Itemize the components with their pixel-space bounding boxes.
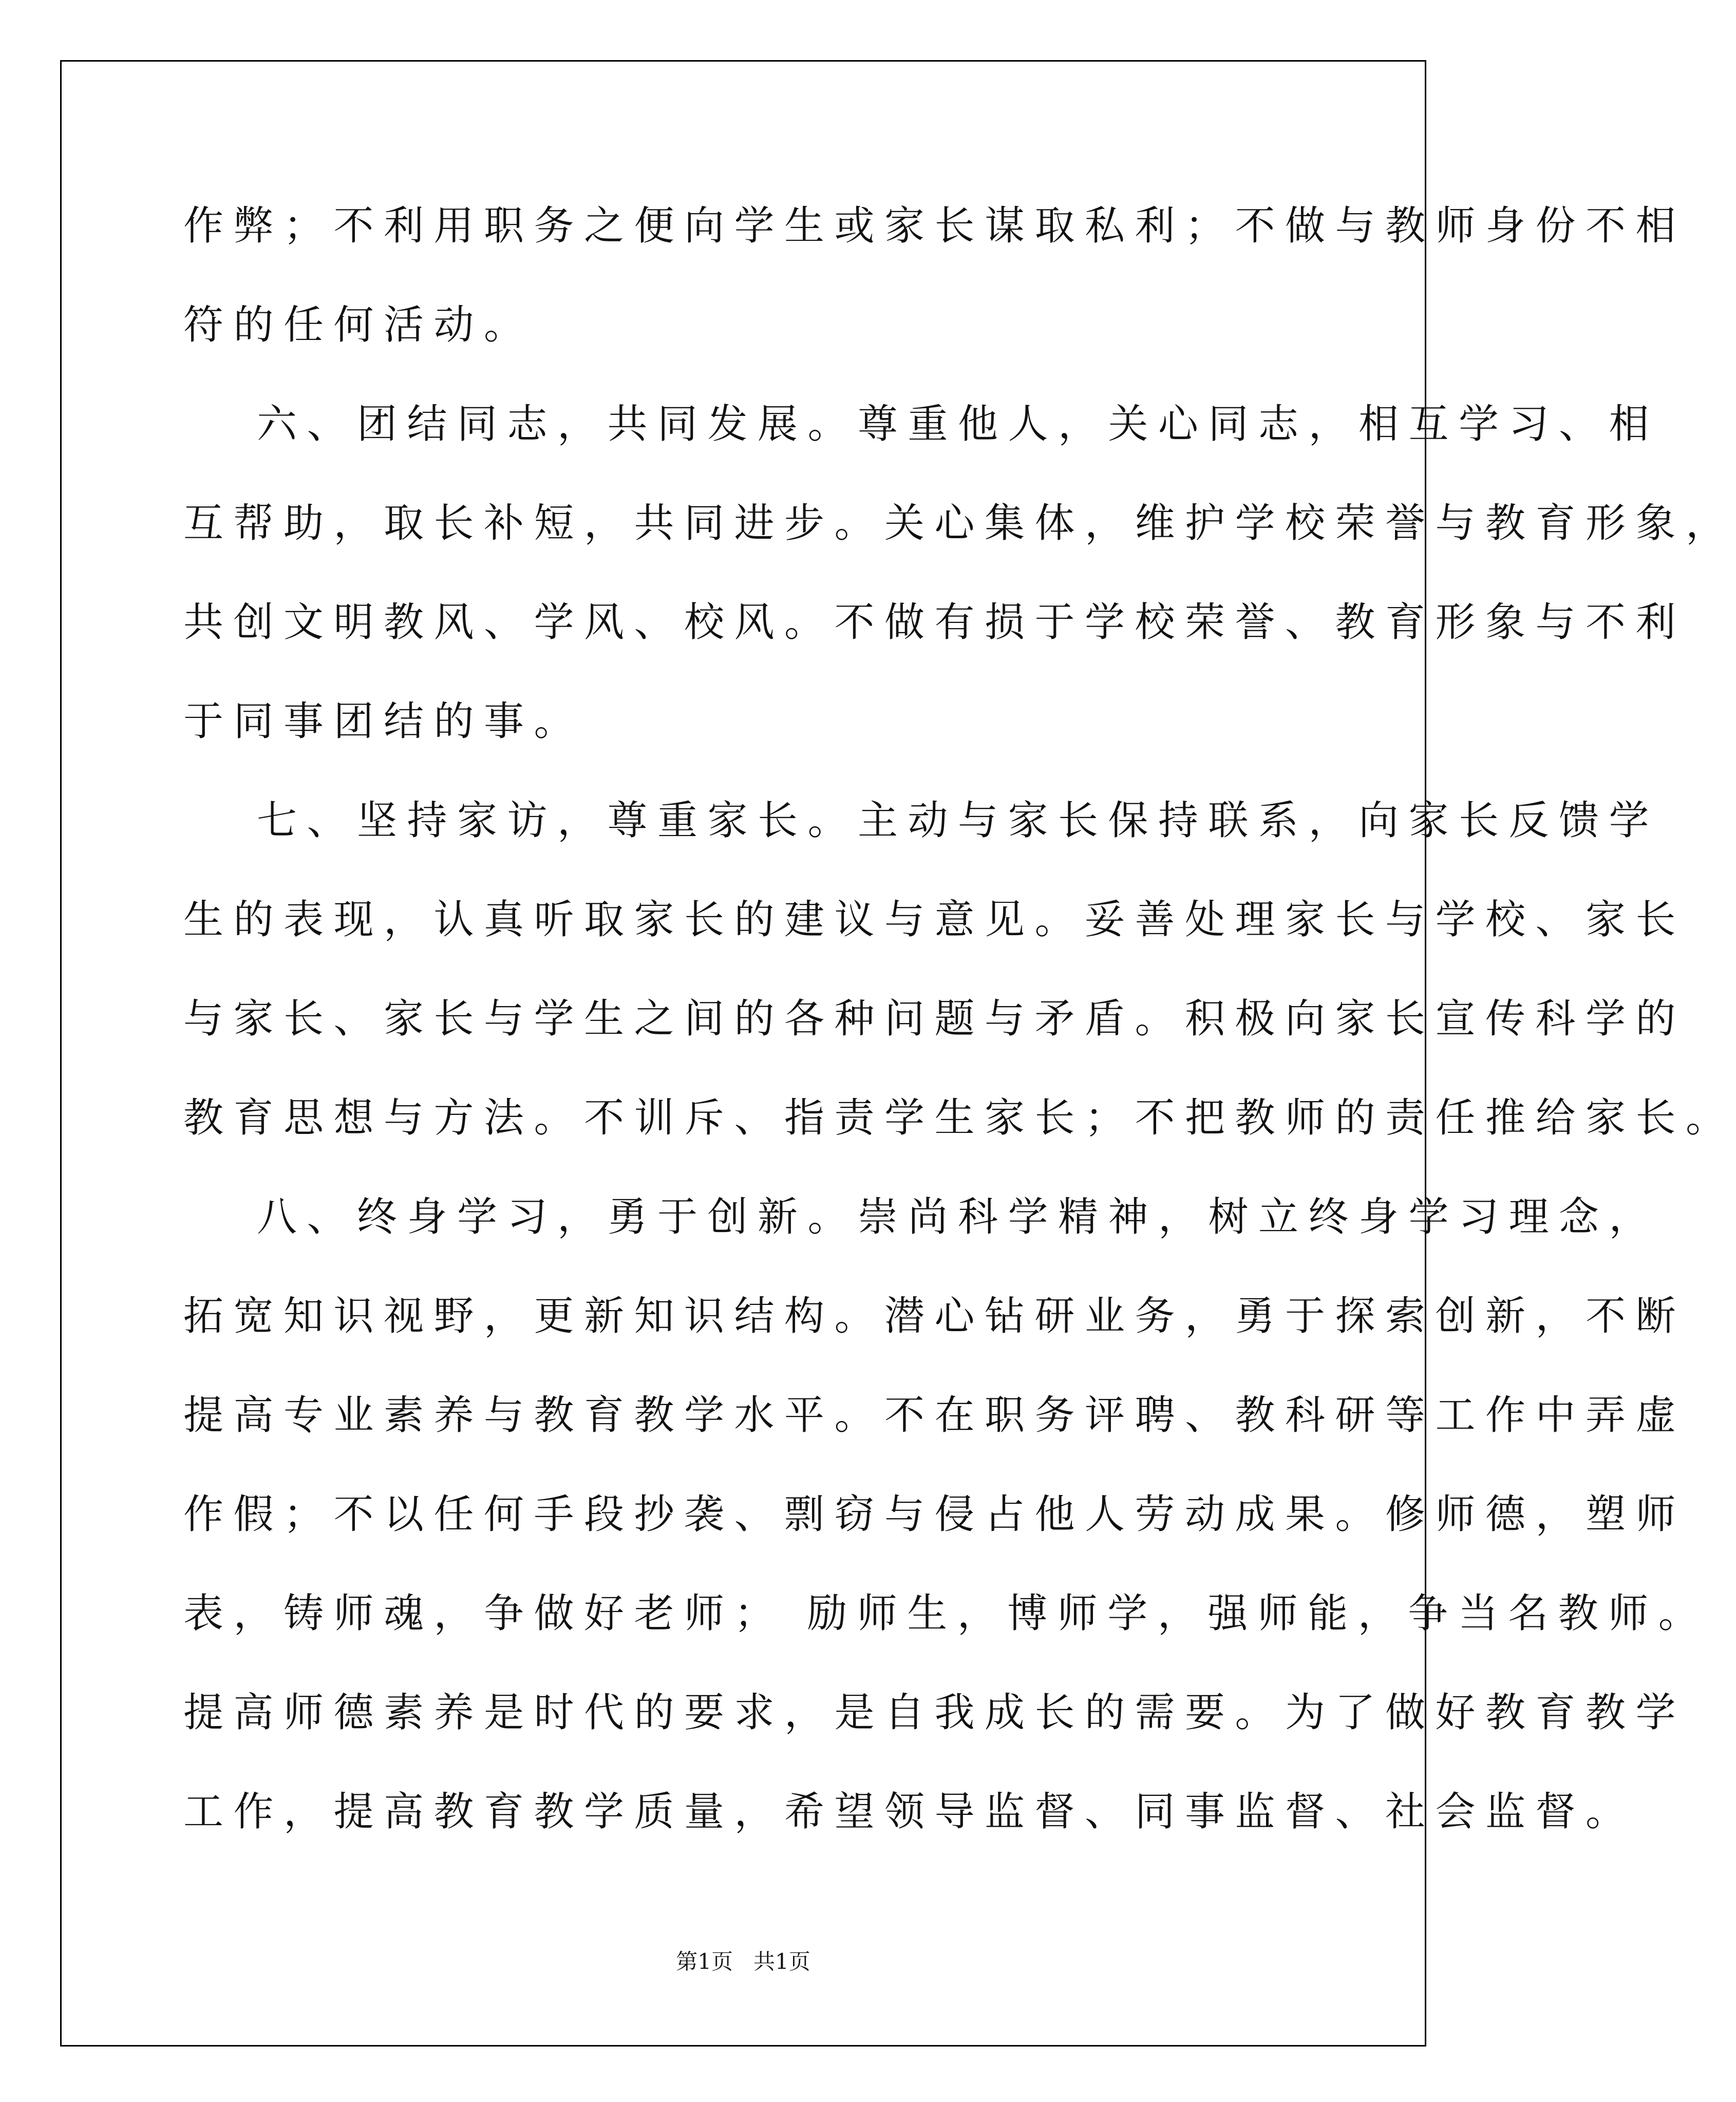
text-line-10: 教育思想与方法。不训斥、指责学生家长；不把教师的责任推给家长。 <box>183 1095 1736 1141</box>
text-line-15: 表，铸师魂，争做好老师； 励师生，博师学，强师能，争当名教师。 <box>183 1590 1709 1637</box>
text-line-1: 作弊；不利用职务之便向学生或家长谋取私利；不做与教师身份不相 <box>183 203 1686 249</box>
text-line-16: 提高师德素养是时代的要求，是自我成长的需要。为了做好教育教学 <box>183 1690 1686 1736</box>
paragraph-six-start: 六、团结同志，共同发展。尊重他人，关心同志，相互学习、相 <box>257 401 1659 447</box>
text-line-5: 共创文明教风、学风、校风。不做有损于学校荣誉、教育形象与不利 <box>183 599 1686 646</box>
text-line-13: 提高专业素养与教育教学水平。不在职务评聘、教科研等工作中弄虚 <box>183 1392 1686 1438</box>
paragraph-eight-start: 八、终身学习，勇于创新。崇尚科学精神，树立终身学习理念， <box>257 1194 1659 1240</box>
text-line-12: 拓宽知识视野，更新知识结构。潜心钻研业务，勇于探索创新，不断 <box>183 1293 1686 1339</box>
text-line-4: 互帮助，取长补短，共同进步。关心集体，维护学校荣誉与教育形象， <box>183 500 1736 546</box>
text-line-8: 生的表现，认真听取家长的建议与意见。妥善处理家长与学校、家长 <box>183 897 1686 943</box>
text-line-9: 与家长、家长与学生之间的各种问题与矛盾。积极向家长宣传科学的 <box>183 996 1686 1042</box>
page-footer: 第1页 共1页 <box>676 1949 810 1974</box>
page-border <box>60 60 1426 2047</box>
text-line-2: 符的任何活动。 <box>183 302 534 348</box>
text-line-17: 工作，提高教育教学质量，希望领导监督、同事监督、社会监督。 <box>183 1789 1636 1835</box>
text-line-14: 作假；不以任何手段抄袭、剽窃与侵占他人劳动成果。修师德，塑师 <box>183 1491 1686 1538</box>
text-line-6: 于同事团结的事。 <box>183 698 584 745</box>
paragraph-seven-start: 七、坚持家访，尊重家长。主动与家长保持联系，向家长反馈学 <box>257 798 1659 844</box>
